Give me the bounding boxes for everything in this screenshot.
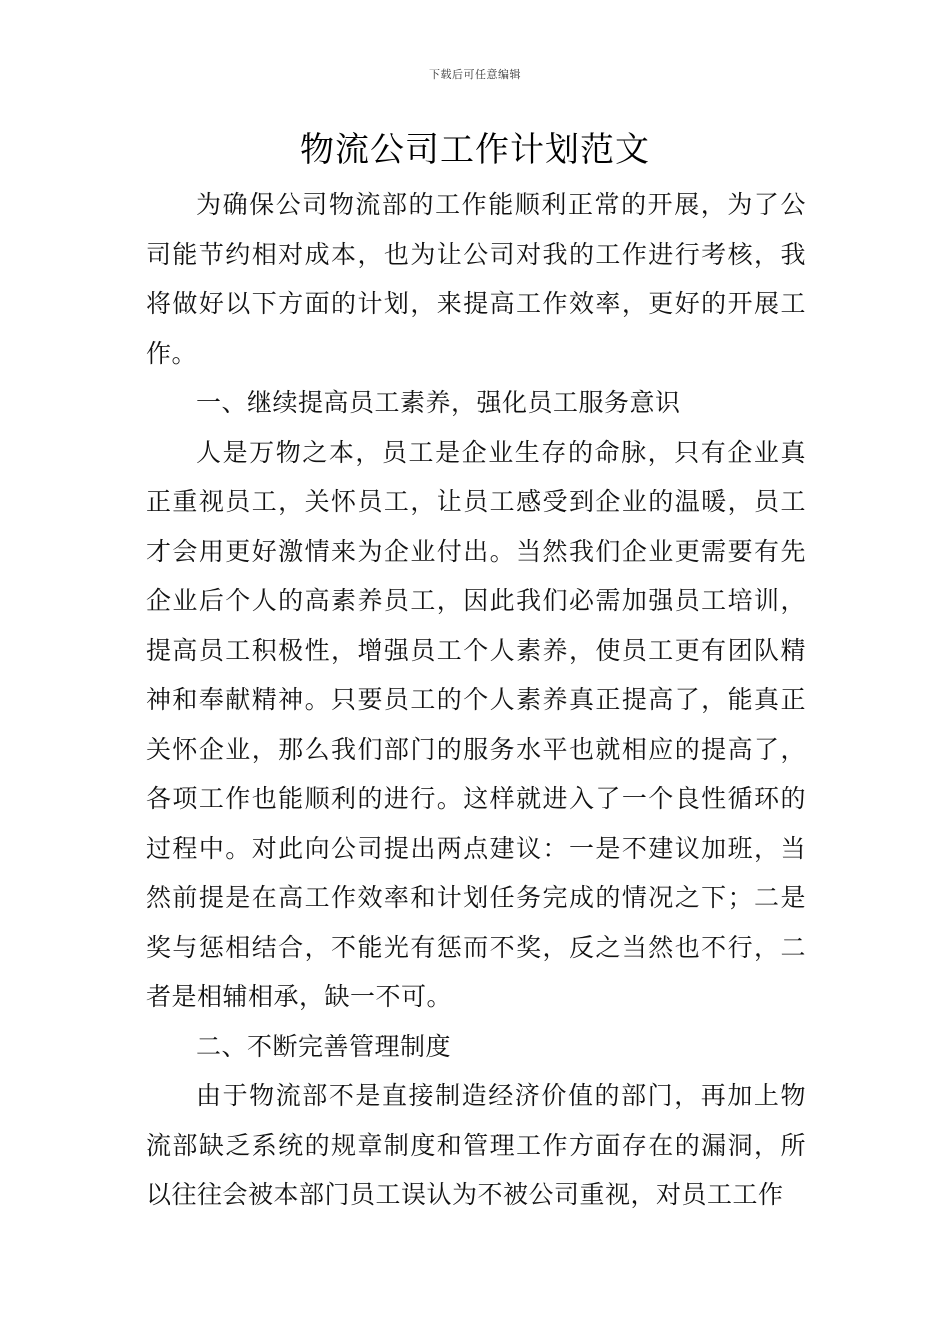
document-title: 物流公司工作计划范文: [300, 130, 650, 170]
section-1-paragraph: 人是万物之本，员工是企业生存的命脉，只有企业真正重视员工，关怀员工，让员工感受到企业的温暖，员工才会用更好激情来为企业付出。当然我们企业更需要有先企业后个人的高素养员工，因此我们必需加强员工培训，提高员工积极性，增强员工个人素养，使员工更有团队精神和奉献精神。只要员工的个人素养真正提高了，能真正关怀企业，那么我们部门的服务水平也就相应的提高了，各项工作也能顺利的进行。这样就进入了一个良性循环的过程中。对此向公司提出两点建议：一是不建议加班，当然前提是在高工作效率和计划任务完成的情况之下；二是奖与惩相结合，不能光有惩而不奖，反之当然也不行，二者是相辅相承，缺一不可。: [146, 437, 806, 1011]
section-heading-2: 二、不断完善管理制度: [196, 1031, 452, 1061]
header-note: 下载后可任意编辑: [429, 68, 521, 81]
section-2-paragraph: 由于物流部不是直接制造经济价值的部门，再加上物流部缺乏系统的规章制度和管理工作方面存在的漏洞，所以往往会被本部门员工误认为不被公司重视，对员工工作: [146, 1081, 806, 1209]
intro-paragraph: 为确保公司物流部的工作能顺利正常的开展，为了公司能节约相对成本，也为让公司对我的工作进行考核，我将做好以下方面的计划，来提高工作效率，更好的开展工作。: [146, 190, 806, 368]
document-body: [146, 180, 806, 1220]
section-heading-1: 一、继续提高员工素养，强化员工服务意识: [196, 388, 681, 417]
